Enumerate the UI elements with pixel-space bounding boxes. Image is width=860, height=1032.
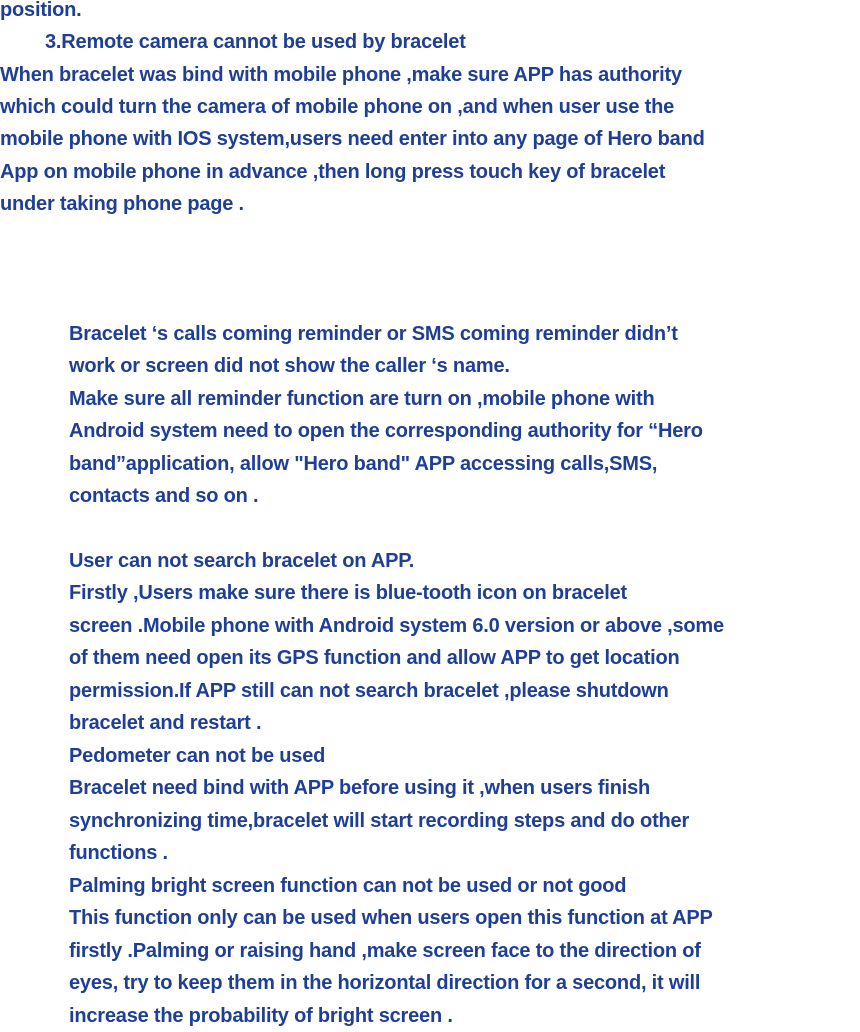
text-line: Make sure all reminder function are turn on ,mobile phone with xyxy=(69,388,655,410)
text-line: This function only can be used when users open this function at APP xyxy=(69,907,713,929)
text-line: band”application, allow "Hero band" APP accessing calls,SMS, xyxy=(69,453,658,475)
text-line: Android system need to open the corresponding authority for “Hero xyxy=(69,420,703,442)
text-line: screen .Mobile phone with Android system 6.0 version or above ,some xyxy=(69,615,724,637)
text-line: under taking phone page . xyxy=(0,193,244,215)
section-heading-search: User can not search bracelet on APP. xyxy=(69,550,415,572)
text-line: contacts and so on . xyxy=(69,485,259,507)
text-line: mobile phone with IOS system,users need enter into any page of Hero band xyxy=(0,128,705,150)
text-line: work or screen did not show the caller ‘s name. xyxy=(69,355,510,377)
text-line: App on mobile phone in advance ,then long press touch key of bracelet xyxy=(0,161,666,183)
text-line: Bracelet need bind with APP before using it ,when users finish xyxy=(69,777,651,799)
text-line: position. xyxy=(0,0,82,21)
section-heading-remote-camera: 3.Remote camera cannot be used by bracelet xyxy=(45,31,466,53)
text-line: synchronizing time,bracelet will start recording steps and do other xyxy=(69,810,690,832)
text-line: bracelet and restart . xyxy=(69,712,262,734)
text-line: permission.If APP still can not search bracelet ,please shutdown xyxy=(69,680,669,702)
text-line: increase the probability of bright screen . xyxy=(69,1005,453,1027)
text-line: Firstly ,Users make sure there is blue-tooth icon on bracelet xyxy=(69,582,627,604)
text-line: When bracelet was bind with mobile phone ,make sure APP has authority xyxy=(0,64,682,86)
section-heading-reminder: Bracelet ‘s calls coming reminder or SMS coming reminder didn’t xyxy=(69,323,678,345)
section-heading-pedometer: Pedometer can not be used xyxy=(69,745,326,767)
text-line: firstly .Palming or raising hand ,make screen face to the direction of xyxy=(69,940,701,962)
text-line: which could turn the camera of mobile phone on ,and when user use the xyxy=(0,96,675,118)
text-line: of them need open its GPS function and allow APP to get location xyxy=(69,647,680,669)
section-heading-palming: Palming bright screen function can not be used or not good xyxy=(69,875,627,897)
text-line: eyes, try to keep them in the horizontal direction for a second, it will xyxy=(69,972,701,994)
text-line: functions . xyxy=(69,842,168,864)
